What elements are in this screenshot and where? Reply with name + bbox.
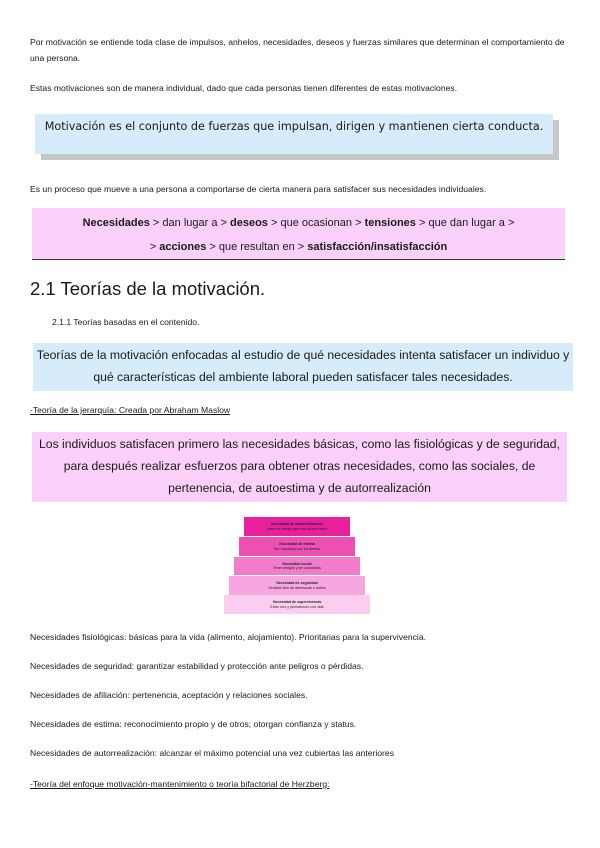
need-affiliation: Necesidades de afiliación: pertenencia, aceptación y relaciones sociales. xyxy=(30,690,308,700)
need-esteem: Necesidades de estima: reconocimiento propio y de otros; otorgan confianza y status. xyxy=(30,719,357,729)
chain-text-2: > que ocasionan > xyxy=(267,217,365,229)
chain-text-4: > xyxy=(149,241,160,253)
definition-box: Motivación es el conjunto de fuerzas que impulsan, dirigen y mantienen cierta conducta. xyxy=(35,114,553,154)
pyramid-tier-description: Hacer el trabajo que uno quiere hacer xyxy=(266,526,328,531)
intro-paragraph-individual: Estas motivaciones son de manera individual, dado que cada personas tienen diferentes de estas motivaciones. xyxy=(30,83,458,93)
chain-text-1: > dan lugar a > xyxy=(149,217,230,229)
pyramid-tier-description: Ser respetado por los demás xyxy=(273,546,321,551)
need-security: Necesidades de seguridad: garantizar estabilidad y protección ante peligros o pérdidas. xyxy=(30,661,364,671)
content-theories-box: Teorías de la motivación enfocadas al estudio de qué necesidades intenta satisfacer un individuo y qué características del ambiente laboral pueden satisfacer tales necesidades. xyxy=(33,343,573,391)
need-self-realization: Necesidades de autorrealización: alcanzar el máximo potencial una vez cubiertas las anteriores xyxy=(30,748,394,758)
subsection-heading: 2.1.1 Teorías basadas en el contenido. xyxy=(52,317,200,327)
pyramid-tier-title: Necesidad social xyxy=(282,561,312,566)
intro-paragraph-motivation: Por motivación se entiende toda clase de impulsos, anhelos, necesidades, deseos y fuerzas similares que determinan el comportamiento de una persona. xyxy=(30,37,565,63)
chain-needs: Necesidades xyxy=(82,217,150,229)
chain-text-3: > que dan lugar a > xyxy=(415,217,515,229)
section-heading: 2.1 Teorías de la motivación. xyxy=(30,278,266,299)
pyramid-tier-description: Estar vivo y permanecer con vida xyxy=(270,604,324,609)
pyramid-tier-title: Necesidad de seguridad xyxy=(276,581,318,585)
pyramid-tier-title: Necesidad de autorrealización xyxy=(271,522,323,526)
herzberg-theory-link[interactable]: -Teoría del enfoque motivación-mantenimiento o teoría bifactorial de Herzberg: xyxy=(30,779,330,789)
process-paragraph: Es un proceso que mueve a una persona a comportarse de cierta manera para satisfacer sus necesidades individuales. xyxy=(30,184,487,194)
pyramid-tier-title: Necesidad de supervivencia xyxy=(272,600,322,604)
pyramid-tier xyxy=(244,517,350,536)
pyramid-tier-description: Sentirse libre de amenazas o daños xyxy=(268,585,326,590)
pyramid-tier xyxy=(234,557,360,575)
chain-text-5: > que resultan en > xyxy=(206,241,308,253)
pyramid-tier xyxy=(229,576,365,595)
pyramid-tier xyxy=(239,537,355,556)
maslow-summary-box: Los individuos satisfacen primero las necesidades básicas, como las fisiológicas y de seguridad, para después realizar esfuerzos para obtener otras necesidades, como las sociales, de pertenencia, de autoestima y de autorrealización xyxy=(32,432,567,502)
pyramid-tier-description: Tener amigos y ser aceptados xyxy=(273,566,321,570)
chain-desires: deseos xyxy=(230,217,268,229)
chain-tensions: tensiones xyxy=(364,217,416,229)
motivation-chain-box xyxy=(32,208,565,260)
maslow-theory-link[interactable]: -Teoría de la jerarquía: Creada por Abraham Maslow xyxy=(30,405,231,415)
chain-actions: acciones xyxy=(159,241,207,253)
pyramid-tier xyxy=(224,595,370,614)
pyramid-tier-title: Necesidad de estima xyxy=(279,542,315,546)
chain-result: satisfacción/insatisfacción xyxy=(307,241,448,253)
need-physiological: Necesidades fisiológicas: básicas para la vida (alimento, alojamiento). Prioritarias para la supervivencia. xyxy=(30,632,426,642)
